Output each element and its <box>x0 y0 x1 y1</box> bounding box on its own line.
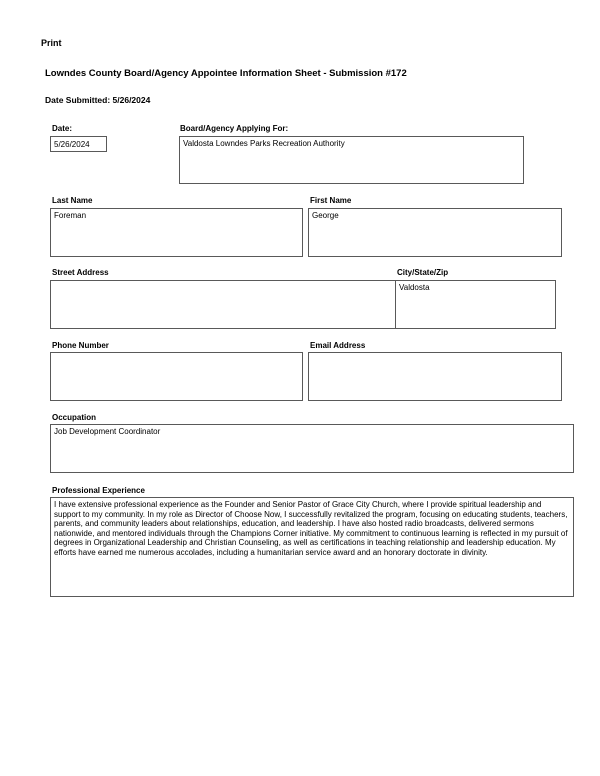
date-input[interactable] <box>50 136 107 152</box>
city-state-zip-input[interactable] <box>395 280 556 329</box>
email-address-input[interactable] <box>308 352 562 401</box>
date-label: Date: <box>52 124 73 133</box>
phone-number-input[interactable] <box>50 352 303 401</box>
board-agency-label: Board/Agency Applying For: <box>180 124 289 133</box>
last-name-input[interactable] <box>50 208 303 257</box>
street-address-input[interactable] <box>50 280 396 329</box>
first-name-input[interactable] <box>308 208 562 257</box>
page-title: Lowndes County Board/Agency Appointee Information Sheet - Submission #172 <box>45 68 407 79</box>
email-address-label: Email Address <box>310 341 366 350</box>
street-address-label: Street Address <box>52 268 109 277</box>
first-name-label: First Name <box>310 196 352 205</box>
print-button[interactable]: Print <box>41 38 62 48</box>
occupation-label: Occupation <box>52 413 97 422</box>
city-state-zip-label: City/State/Zip <box>397 268 449 277</box>
occupation-input[interactable] <box>50 424 574 473</box>
last-name-label: Last Name <box>52 196 93 205</box>
phone-number-label: Phone Number <box>52 341 109 350</box>
professional-experience-label: Professional Experience <box>52 486 145 495</box>
professional-experience-input[interactable] <box>50 497 574 597</box>
board-agency-input[interactable] <box>179 136 524 184</box>
date-submitted: Date Submitted: 5/26/2024 <box>45 95 151 105</box>
